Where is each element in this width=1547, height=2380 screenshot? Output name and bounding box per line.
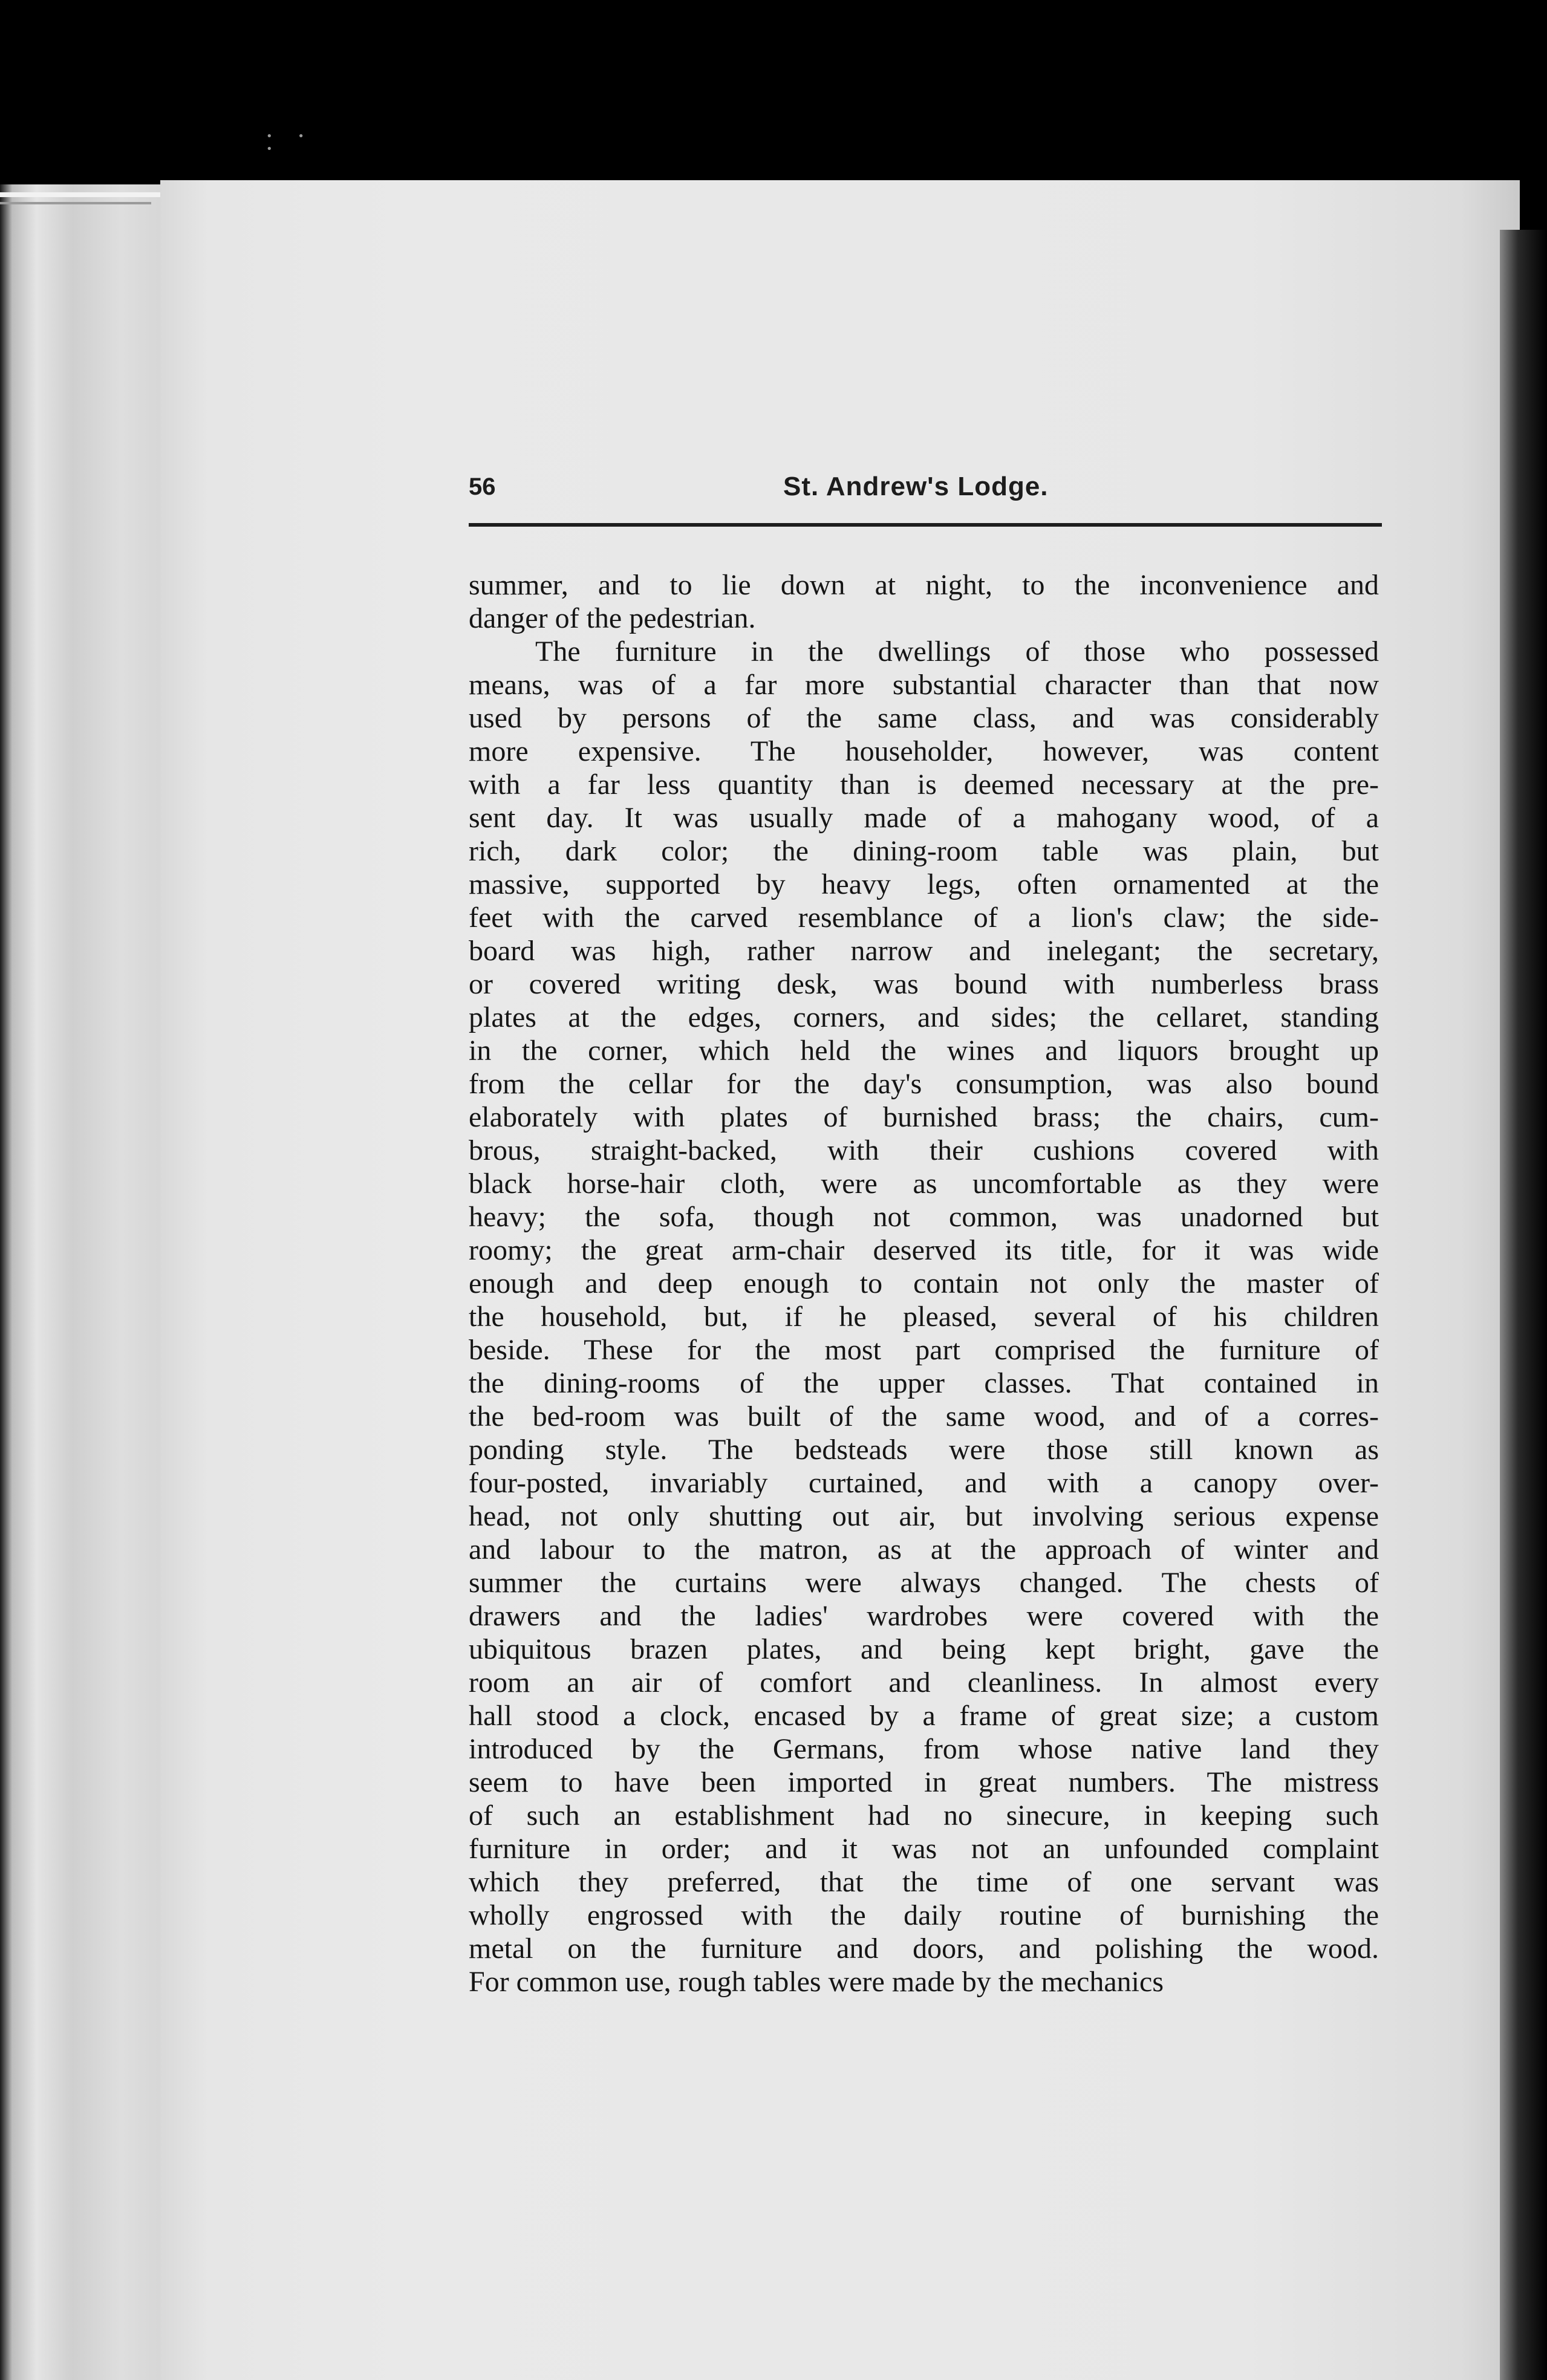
text-line: beside. These for the most part comprised the furniture of xyxy=(469,1334,1379,1366)
paragraph xyxy=(469,568,1379,635)
text-line: The furniture in the dwellings of those who possessed xyxy=(535,636,1379,668)
text-line: seem to have been imported in great numbers. The mistress xyxy=(469,1766,1379,1798)
text-line: rich, dark color; the dining-room table was plain, but xyxy=(469,835,1379,867)
text-line: of such an establishment had no sinecure, in keeping such xyxy=(469,1800,1379,1832)
text-line: feet with the carved resemblance of a lion's claw; the side- xyxy=(469,902,1379,934)
text-line: ponding style. The bedsteads were those still known as xyxy=(469,1434,1379,1466)
scan-artifact-dots: • • • xyxy=(266,130,315,155)
text-line: means, was of a far more substantial character than that now xyxy=(469,669,1379,701)
text-line: drawers and the ladies' wardrobes were covered with the xyxy=(469,1600,1379,1632)
text-line: and labour to the matron, as at the approach of winter and xyxy=(469,1533,1379,1566)
text-line: heavy; the sofa, though not common, was unadorned but xyxy=(469,1201,1379,1233)
text-line: summer, and to lie down at night, to the inconvenience and xyxy=(469,569,1379,601)
book-page-edges xyxy=(0,184,163,2380)
text-line: in the corner, which held the wines and liquors brought up xyxy=(469,1035,1379,1067)
text-line: metal on the furniture and doors, and polishing the wood. xyxy=(469,1933,1379,1965)
page-number: 56 xyxy=(469,473,496,500)
text-line: more expensive. The householder, however, was content xyxy=(469,735,1379,767)
text-line: head, not only shutting out air, but involving serious expense xyxy=(469,1500,1379,1532)
text-line: furniture in order; and it was not an unfounded complaint xyxy=(469,1833,1379,1865)
text-line: or covered writing desk, was bound with numberless brass xyxy=(469,968,1379,1000)
book-edge-highlight xyxy=(0,192,160,197)
text-line: the dining-rooms of the upper classes. That contained in xyxy=(469,1367,1379,1399)
page-gutter-shadow xyxy=(1500,230,1547,2380)
text-line: massive, supported by heavy legs, often ornamented at the xyxy=(469,868,1379,900)
text-line: ubiquitous brazen plates, and being kept bright, gave the xyxy=(469,1633,1379,1665)
text-line: introduced by the Germans, from whose native land they xyxy=(469,1733,1379,1765)
page-header xyxy=(469,469,1382,505)
text-line: from the cellar for the day's consumption, was also bound xyxy=(469,1068,1379,1100)
text-line: with a far less quantity than is deemed necessary at the pre- xyxy=(469,769,1379,801)
text-line: wholly engrossed with the daily routine of burnishing the xyxy=(469,1899,1379,1931)
text-line: used by persons of the same class, and was considerably xyxy=(469,702,1379,734)
running-head: St. Andrew's Lodge. xyxy=(783,472,1049,501)
text-line: enough and deep enough to contain not only the master of xyxy=(469,1267,1379,1299)
text-line: For common use, rough tables were made by the mechanics xyxy=(469,1966,1164,1998)
text-line: room an air of comfort and cleanliness. In almost every xyxy=(469,1666,1379,1699)
text-line: elaborately with plates of burnished brass; the chairs, cum- xyxy=(469,1101,1379,1133)
text-line: plates at the edges, corners, and sides; the cellaret, standing xyxy=(469,1001,1379,1033)
text-line: brous, straight-backed, with their cushions covered with xyxy=(469,1134,1379,1166)
text-line: the bed-room was built of the same wood, and of a corres- xyxy=(469,1400,1379,1432)
text-line: roomy; the great arm-chair deserved its title, for it was wide xyxy=(469,1234,1379,1266)
text-line: the household, but, if he pleased, several of his children xyxy=(469,1301,1379,1333)
text-line: summer the curtains were always changed. The chests of xyxy=(469,1567,1379,1599)
header-rule xyxy=(469,523,1382,527)
text-line: which they preferred, that the time of one servant was xyxy=(469,1866,1379,1898)
paragraph xyxy=(469,635,1379,1998)
text-line: hall stood a clock, encased by a frame of great size; a custom xyxy=(469,1700,1379,1732)
body-text xyxy=(469,568,1379,1998)
book-edge-shadow xyxy=(0,202,151,204)
text-line: sent day. It was usually made of a mahogany wood, of a xyxy=(469,802,1379,834)
text-line: board was high, rather narrow and inelegant; the secretary, xyxy=(469,935,1379,967)
text-line: four-posted, invariably curtained, and with a canopy over- xyxy=(469,1467,1379,1499)
text-line: danger of the pedestrian. xyxy=(469,602,756,634)
text-line: black horse-hair cloth, were as uncomfortable as they were xyxy=(469,1168,1379,1200)
